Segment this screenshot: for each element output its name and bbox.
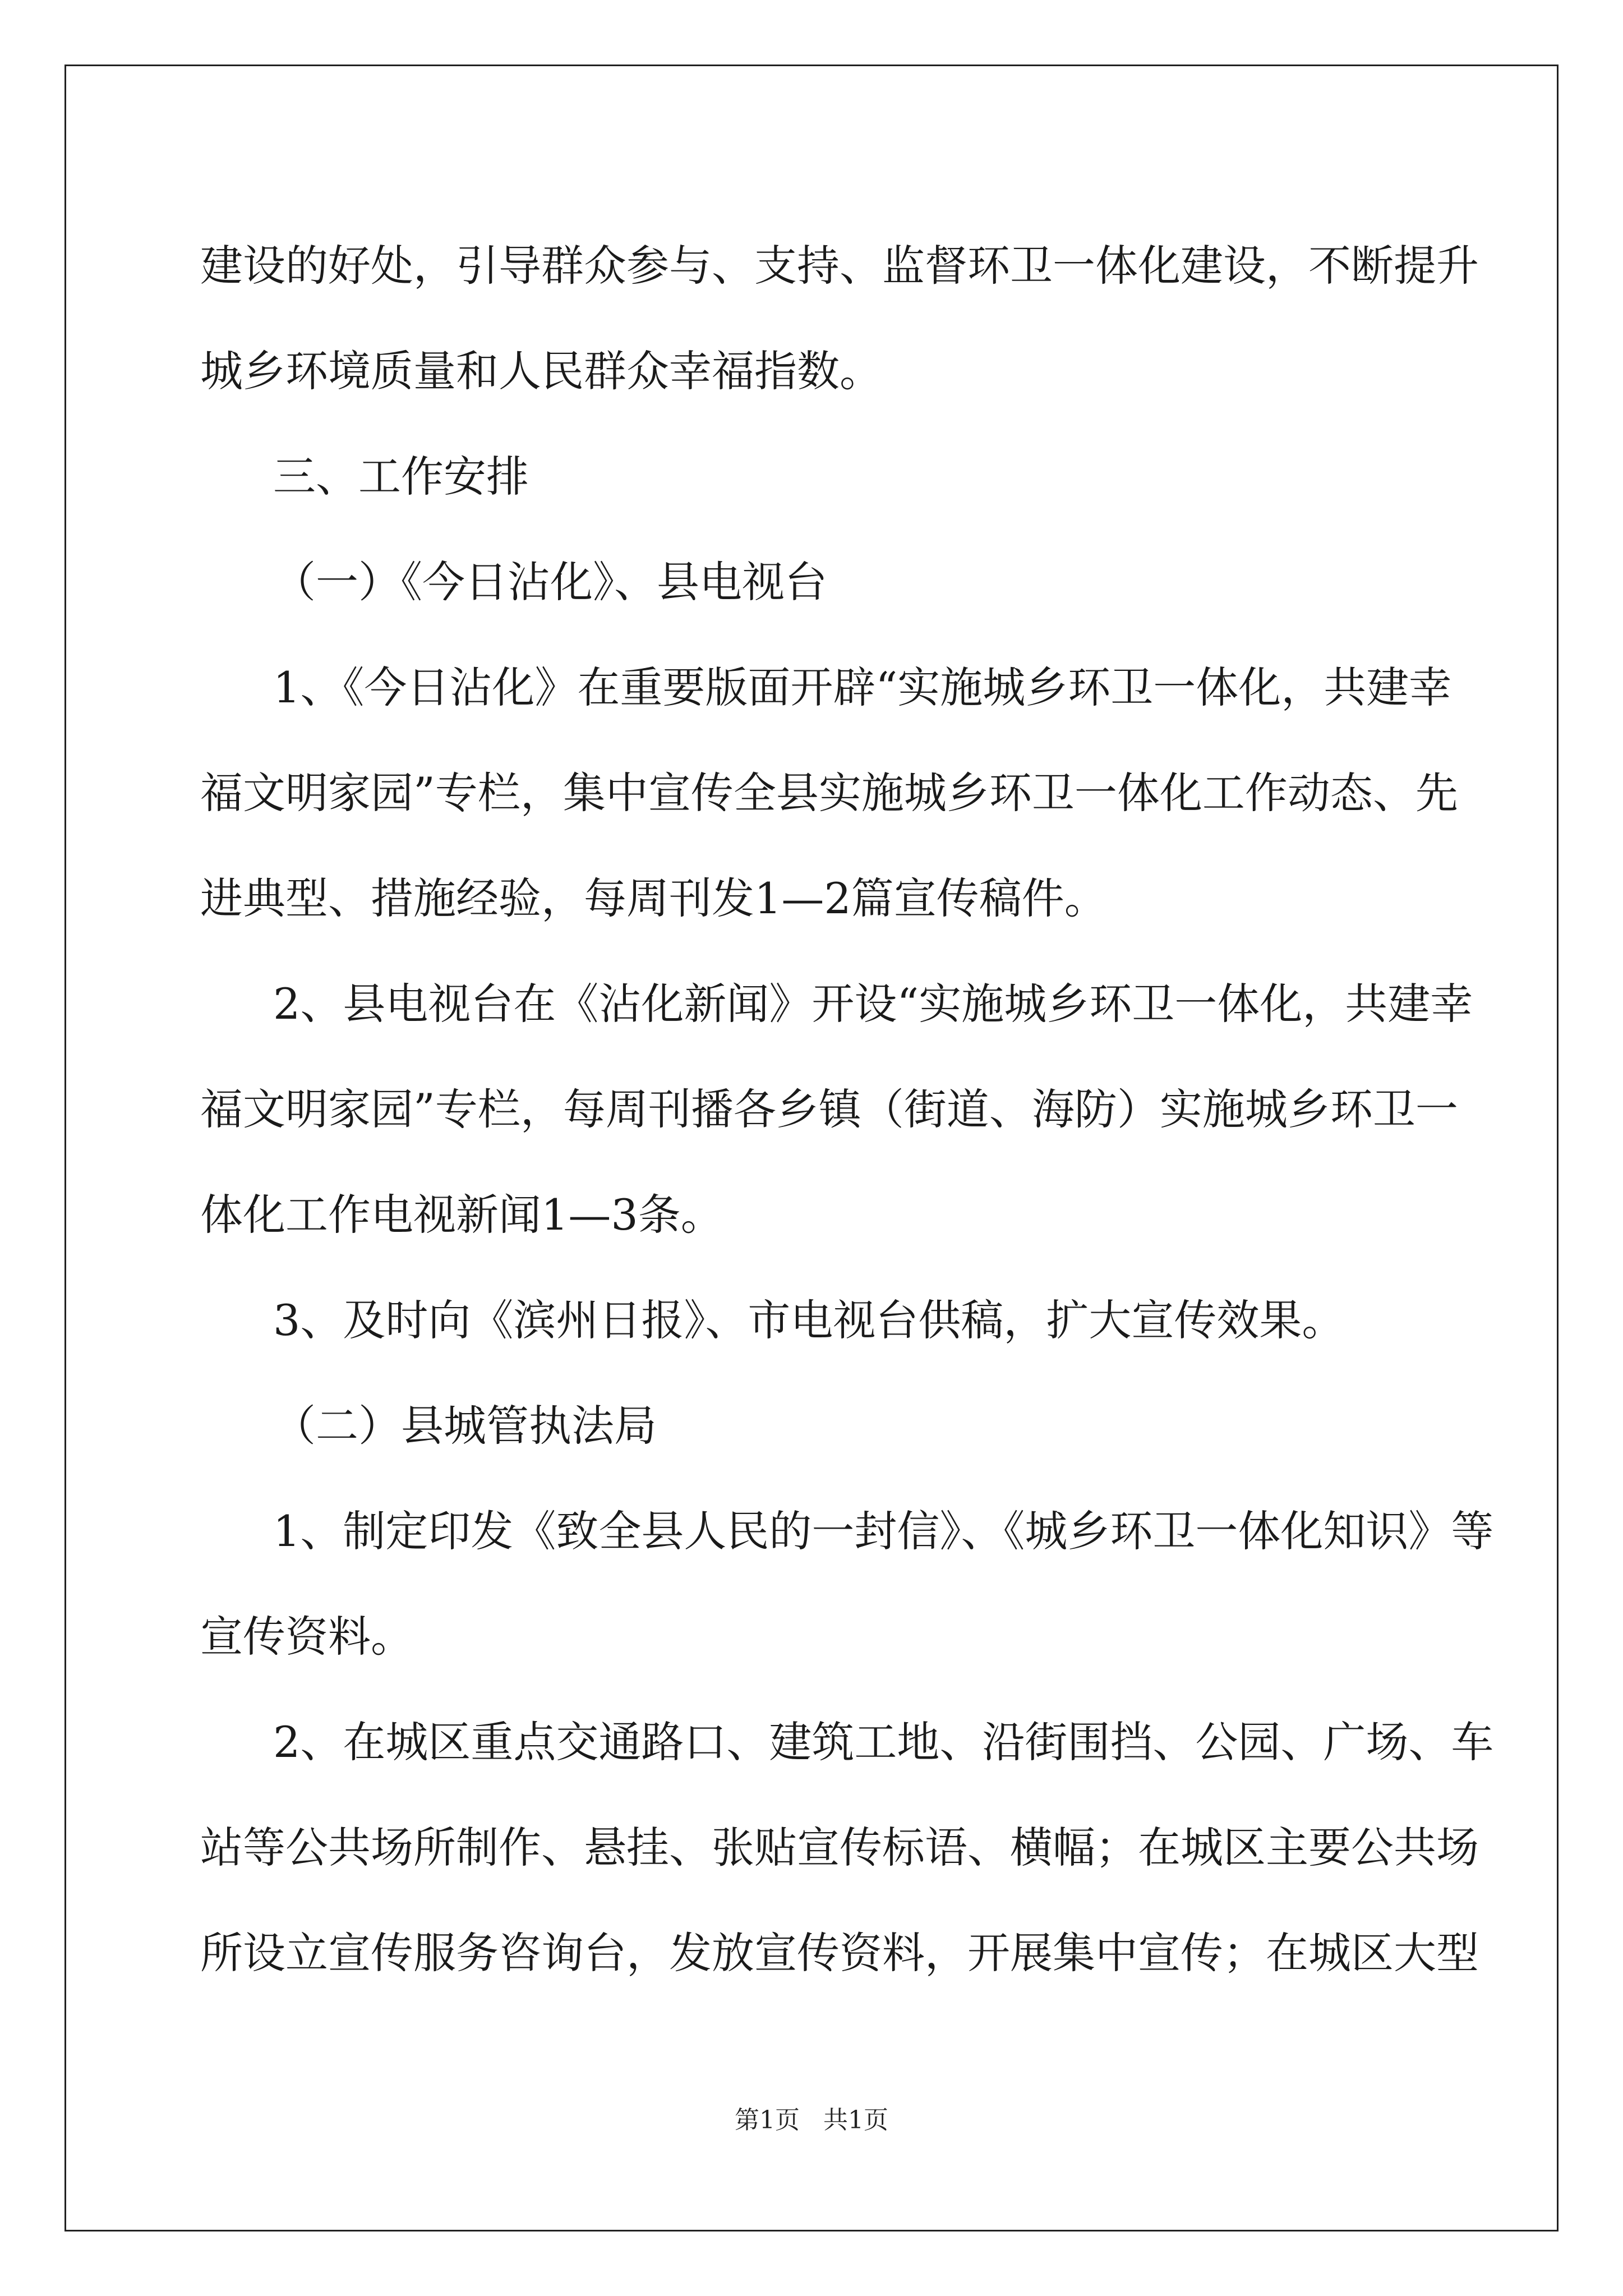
paragraph-line: 城乡环境质量和人民群众幸福指数。 [200, 346, 882, 396]
subsection-heading: （一）《今日沾化》、县电视台 [273, 557, 827, 607]
paragraph-line: 福文明家园”专栏，每周刊播各乡镇（街道、海防）实施城乡环卫一 [200, 1084, 1458, 1134]
paragraph-line: 1、制定印发《致全县人民的一封信》、《城乡环卫一体化知识》等 [273, 1506, 1494, 1556]
paragraph-line: 2、在城区重点交通路口、建筑工地、沿街围挡、公园、广场、车 [273, 1717, 1494, 1767]
paragraph-line: 2、县电视台在《沾化新闻》开设“实施城乡环卫一体化，共建幸 [273, 979, 1473, 1029]
subsection-heading: （二）县城管执法局 [273, 1401, 657, 1451]
paragraph-line: 宣传资料。 [200, 1612, 413, 1662]
paragraph-line: 进典型、措施经验，每周刊发1—2篇宣传稿件。 [200, 873, 1107, 923]
page-number: 第1页 共1页 [735, 2106, 888, 2134]
section-heading: 三、工作安排 [273, 452, 529, 501]
document-body [200, 213, 1494, 2006]
paragraph-line: 站等公共场所制作、悬挂、张贴宣传标语、横幅；在城区主要公共场 [200, 1823, 1479, 1872]
paragraph-line: 1、《今日沾化》在重要版面开辟“实施城乡环卫一体化，共建幸 [273, 662, 1452, 712]
paragraph-line: 福文明家园”专栏，集中宣传全县实施城乡环卫一体化工作动态、先 [200, 768, 1458, 818]
paragraph-line: 建设的好处，引导群众参与、支持、监督环卫一体化建设，不断提升 [200, 241, 1479, 291]
paragraph-line: 体化工作电视新闻1—3条。 [200, 1190, 723, 1240]
paragraph-line: 所设立宣传服务咨询台，发放宣传资料，开展集中宣传；在城区大型 [200, 1928, 1479, 1978]
page-footer [0, 2104, 1623, 2137]
paragraph-line: 3、及时向《滨州日报》、市电视台供稿，扩大宣传效果。 [273, 1295, 1345, 1345]
